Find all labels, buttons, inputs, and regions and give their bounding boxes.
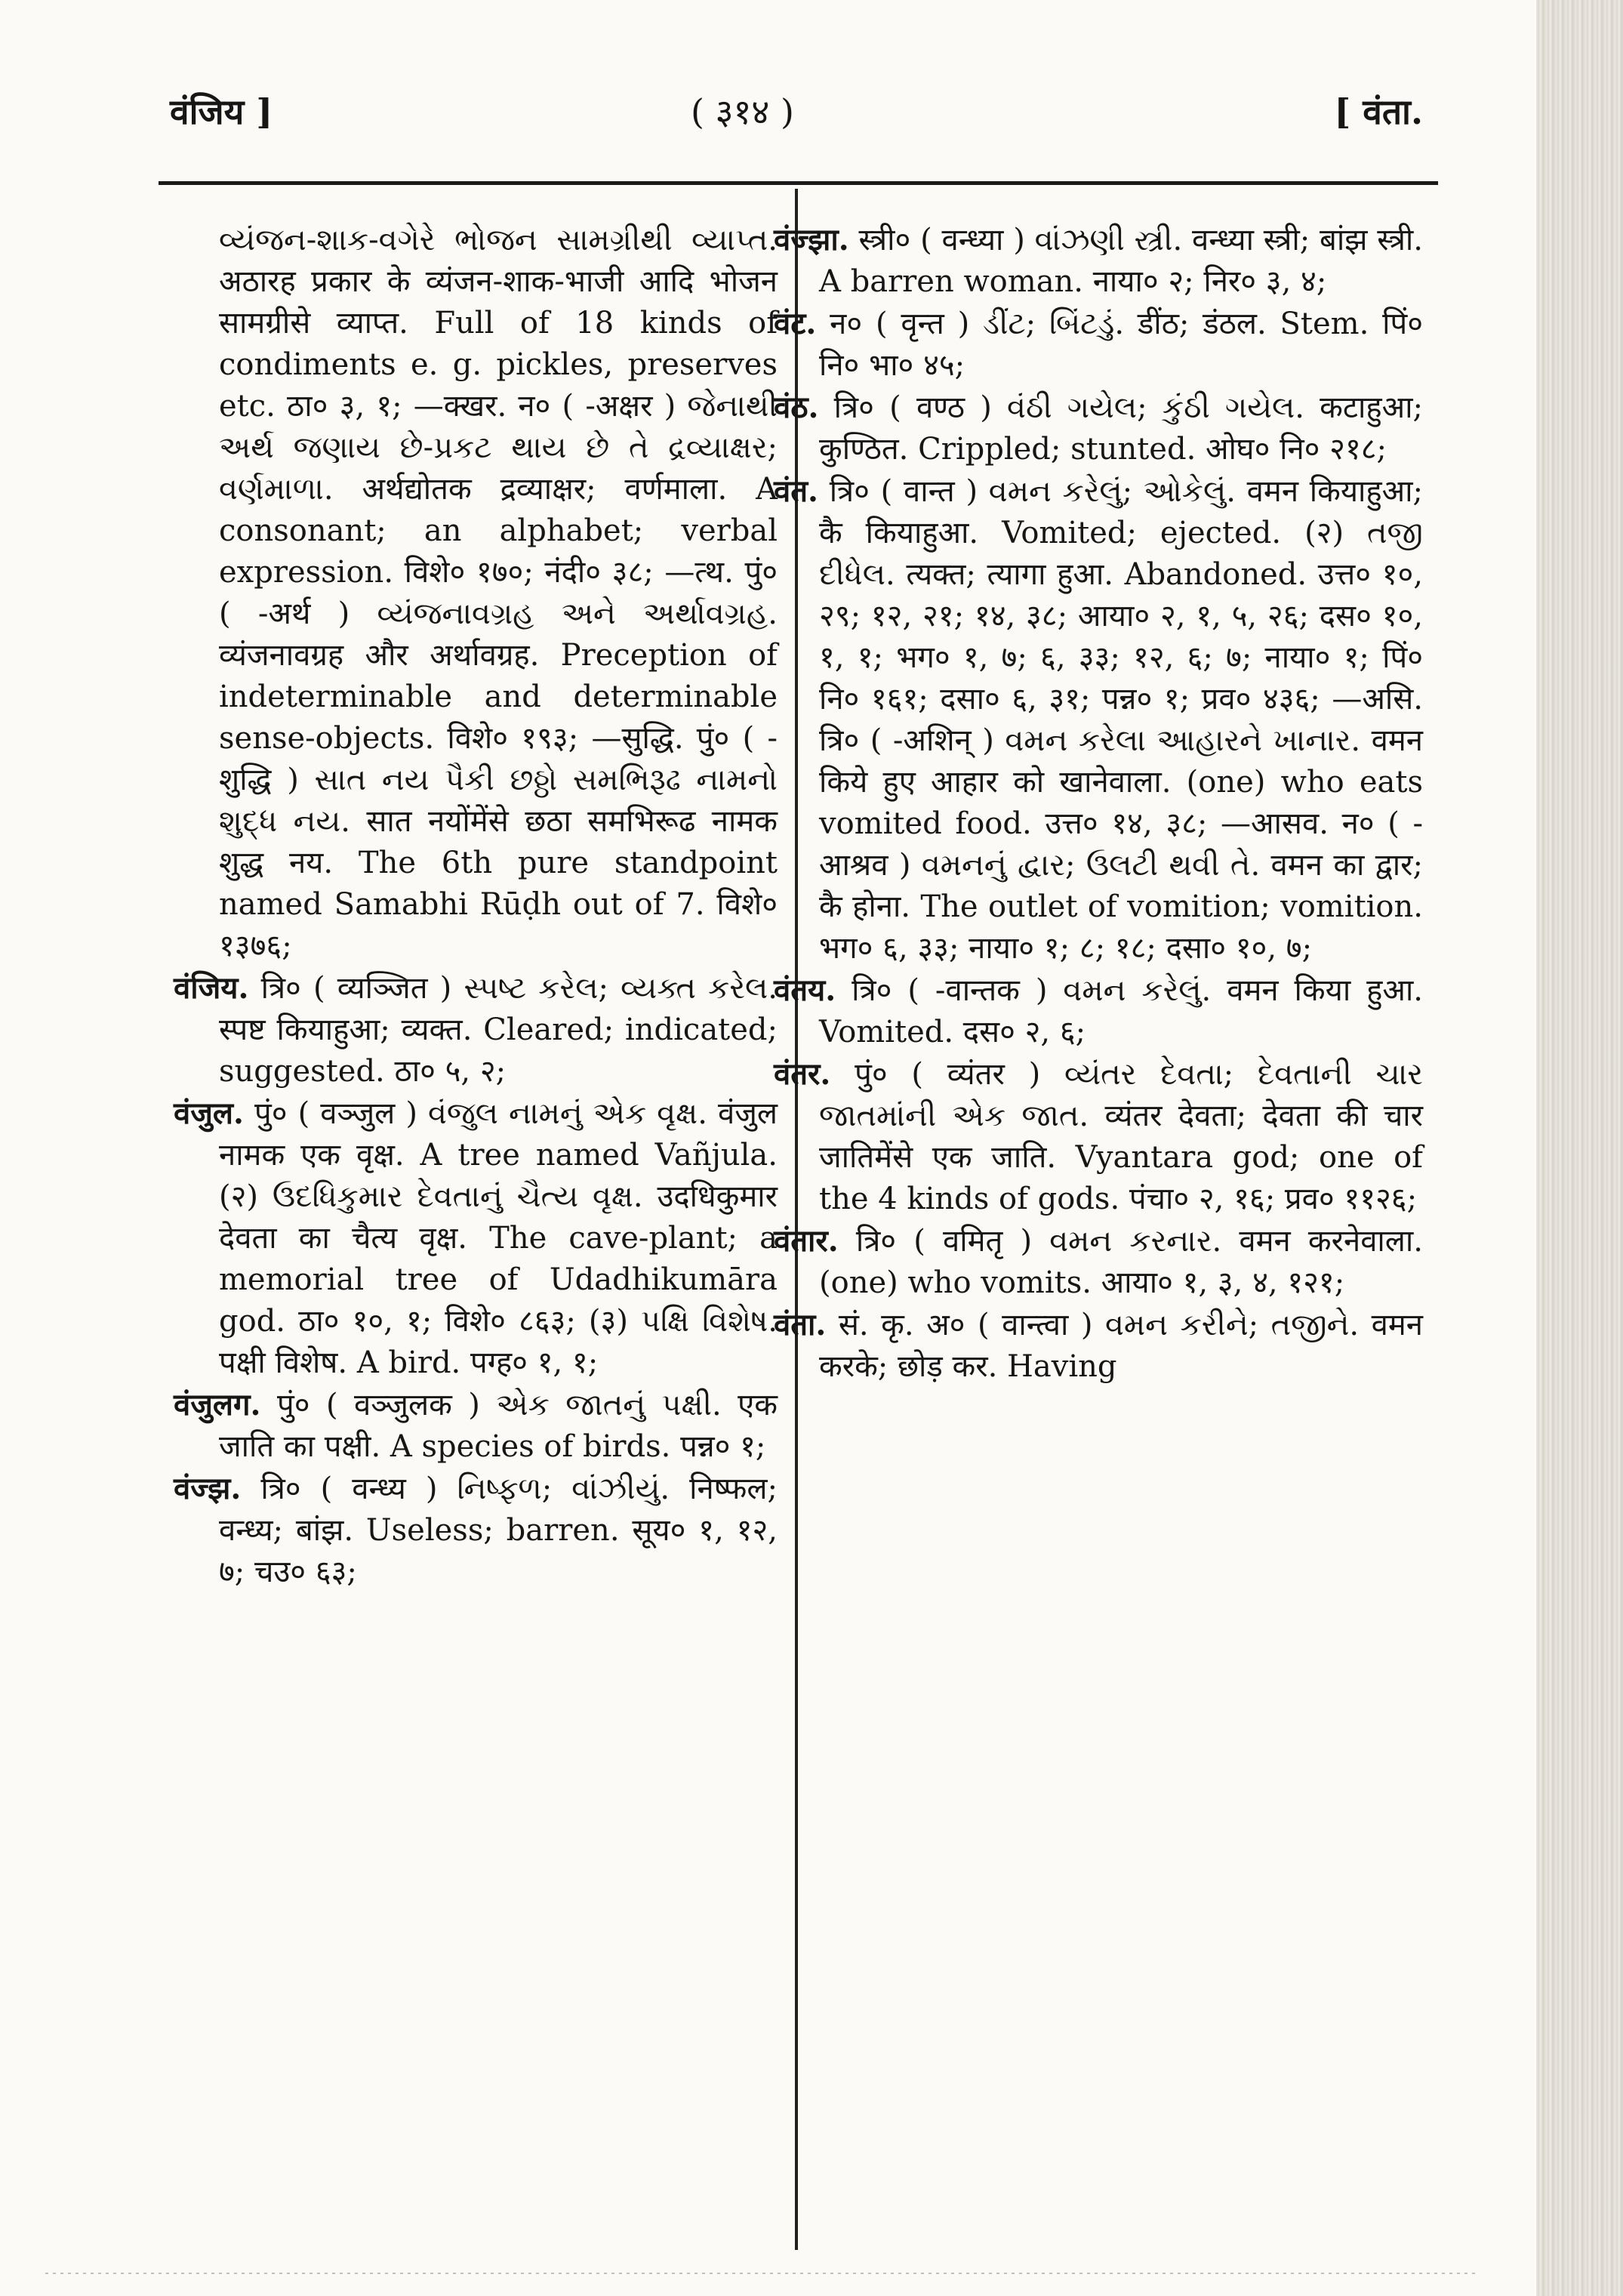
- header-left-guideword: वंजिय ]: [170, 91, 273, 132]
- headword: वंज्झा.: [774, 222, 849, 257]
- headword: वंतर.: [774, 1056, 831, 1092]
- entry-vanjha: वंज्झ. त्रि० ( वन्ध्य ) નિષ્ફળ; વાંઝીયું. निष्फल; वन्ध्य; बांझ. Useless; barren. सूय० १, १२, ७; चउ० ६३;: [174, 1471, 778, 1589]
- entry-vantaya: वंतय. त्रि० ( -वान्तक ) વમન કરેલું. वमन किया हुआ. Vomited. दस० २, ६;: [774, 972, 1423, 1049]
- entry-vanjiya: वंजिय. त्रि० ( व्यञ्जित ) સ્પષ્ટ કરેલ; વ્યક્ત કરેલ. स्पष्ट कियाहुआ; व्यक्त. Cleared; indicated; suggested. ठा० ५, २;: [174, 970, 778, 1089]
- headword: वंता.: [774, 1307, 827, 1342]
- entry-vantha: वंठ. त्रि० ( वण्ठ ) વંઠી ગયેલ; કુંઠી ગયેલ. कटाहुआ; कुण्ठित. Crippled; stunted. ओघ० नि० २१८;: [774, 390, 1423, 467]
- headword: वंतय.: [774, 972, 836, 1008]
- header-right-guideword: [ वंता.: [1334, 91, 1423, 132]
- entry-vanjha-stri: वंज्झा. स्त्री० ( वन्ध्या ) વાંઝણી સ્ત્રી. वन्ध्या स्त्री; बांझ स्त्री. A barren woman. नाया० २; निर० ३, ४;: [774, 222, 1423, 299]
- entry-vantara: वंतर. पुं० ( व्यंतर ) વ્યંતર દેવતા; દેવતાની ચાર જાતમાંની એક જાત. व्यंतर देवता; देवता की चार जातिमेंसे एक जाति. Vyantara god; one of the 4 kinds of gods. पंचा० २, १६; प्रव० ११२६;: [774, 1056, 1423, 1216]
- entry-vantaara: वंतार. त्रि० ( वमितृ ) વમન કરનાર. वमन करनेवाला. (one) who vomits. आया० १, ३, ४, १२१;: [774, 1223, 1423, 1300]
- entry-vanta-stem: वंट. न० ( वृन्त ) ડીંટ; બિંટડું. डींठ; डंठल. Stem. पिं० नि० भा० ४५;: [774, 306, 1423, 383]
- entry-vanjulaga: वंजुलग. पुं० ( वञ्जुलक ) એક જાતનું પક્ષી. एक जाति का पक्षी. A species of birds. पन्न० १;: [174, 1387, 778, 1464]
- headword: वंतार.: [774, 1223, 839, 1259]
- headword: वंट.: [774, 306, 817, 341]
- headword: वंत.: [774, 473, 818, 509]
- entry-vantaa: वंता. सं. कृ. अ० ( वान्त्वा ) વમન કરીને; તજીને. वमन करके; छोड़ कर. Having: [774, 1307, 1423, 1384]
- left-column: [174, 219, 778, 1593]
- header-rule: [159, 181, 1438, 185]
- entry-continuation: વ્યંજન-શાક-વગેરે ભોજન સામગ્રીથી વ્યાપ્ત. अठारह प्रकार के व्यंजन-शाक-भाजी आदि भोजन सामग्रीसे व्याप्त. Full of 18 kinds of condiments e. g. pickles, preserves etc. ठा० ३, १; —क्खर. न० ( -अक्षर ) જેનાથી અર્થ જણાય છે-પ્રકટ થાય છે તે દ્રવ્યાક્ષર; વર્ણમાળા. अर्थद्योतक द्रव्याक्षर; वर्णमाला. A consonant; an alphabet; verbal expression. विशे० १७०; नंदी० ३८; —त्थ. पुं० ( -अर्थ ) વ્યંજનાવગ્રહ અને અર્થાવગ્રહ. व्यंजनावग्रह और अर्थावग्रह. Preception of indeterminable and determinable sense-objects. विशे० १९३; —सुद्धि. पुं० ( -शुद्धि ) સાત નય પૈકી છઠ્ઠો સમભિરૂઢ નામનો શુદ્ધ નય. सात नयोंमेंसे छठा समभिरूढ नामक शुद्ध नय. The 6th pure standpoint named Samabhi Rūḍh out of 7. विशे० १३७६;: [219, 223, 778, 963]
- scan-edge-shadow: [1536, 0, 1623, 2296]
- headword: वंज्झ.: [174, 1471, 242, 1506]
- page-number: ( ३१४ ): [691, 91, 794, 132]
- headword: वंजुलग.: [174, 1387, 261, 1422]
- bottom-scan-line: [45, 2273, 1480, 2274]
- entry-vanjula: वंजुल. पुं० ( वञ्जुल ) વંજુલ નામનું એક વૃક્ષ. वंजुल नामक एक वृक्ष. A tree named Vañjula. (२) ઉદધિકુમાર દેવતાનું ચૈત્ય વૃક્ષ. उदधिकुमार देवता का चैत्य वृक्ष. The cave-plant; a memorial tree of Udadhikumāra god. ठा० १०, १; विशे० ८६३; (३) પક્ષિ વિશેષ. पक्षी विशेष. A bird. पग्ह० १, १;: [174, 1096, 778, 1380]
- headword: वंजुल.: [174, 1096, 244, 1131]
- headword: वंठ.: [774, 390, 819, 425]
- entry-vanta: वंत. त्रि० ( वान्त ) વમન કરેલું; ઓકેલું. वमन कियाहुआ; कै कियाहुआ. Vomited; ejected. (२) તજી દીધેલ. त्यक्त; त्यागा हुआ. Abandoned. उत्त० १०, २९; १२, २१; १४, ३८; आया० २, १, ५, २६; दस० १०, १, १; भग० १, ७; ६, ३३; १२, ६; ७; नाया० १; पिं० नि० १६१; दसा० ६, ३१; पन्न० १; प्रव० ४३६; —असि. त्रि० ( -अशिन् ) વમન કરેલા આહારને ખાનાર. वमन किये हुए आहार को खानेवाला. (one) who eats vomited food. उत्त० १४, ३८; —आसव. न० ( -आश्रव ) વમનનું દ્વાર; ઉલટી થવી તે. वमन का द्वार; कै होना. The outlet of vomition; vomition. भग० ६, ३३; नाया० १; ८; १८; दसा० १०, ७;: [774, 473, 1423, 966]
- right-column: [774, 219, 1423, 1388]
- headword: वंजिय.: [174, 970, 249, 1006]
